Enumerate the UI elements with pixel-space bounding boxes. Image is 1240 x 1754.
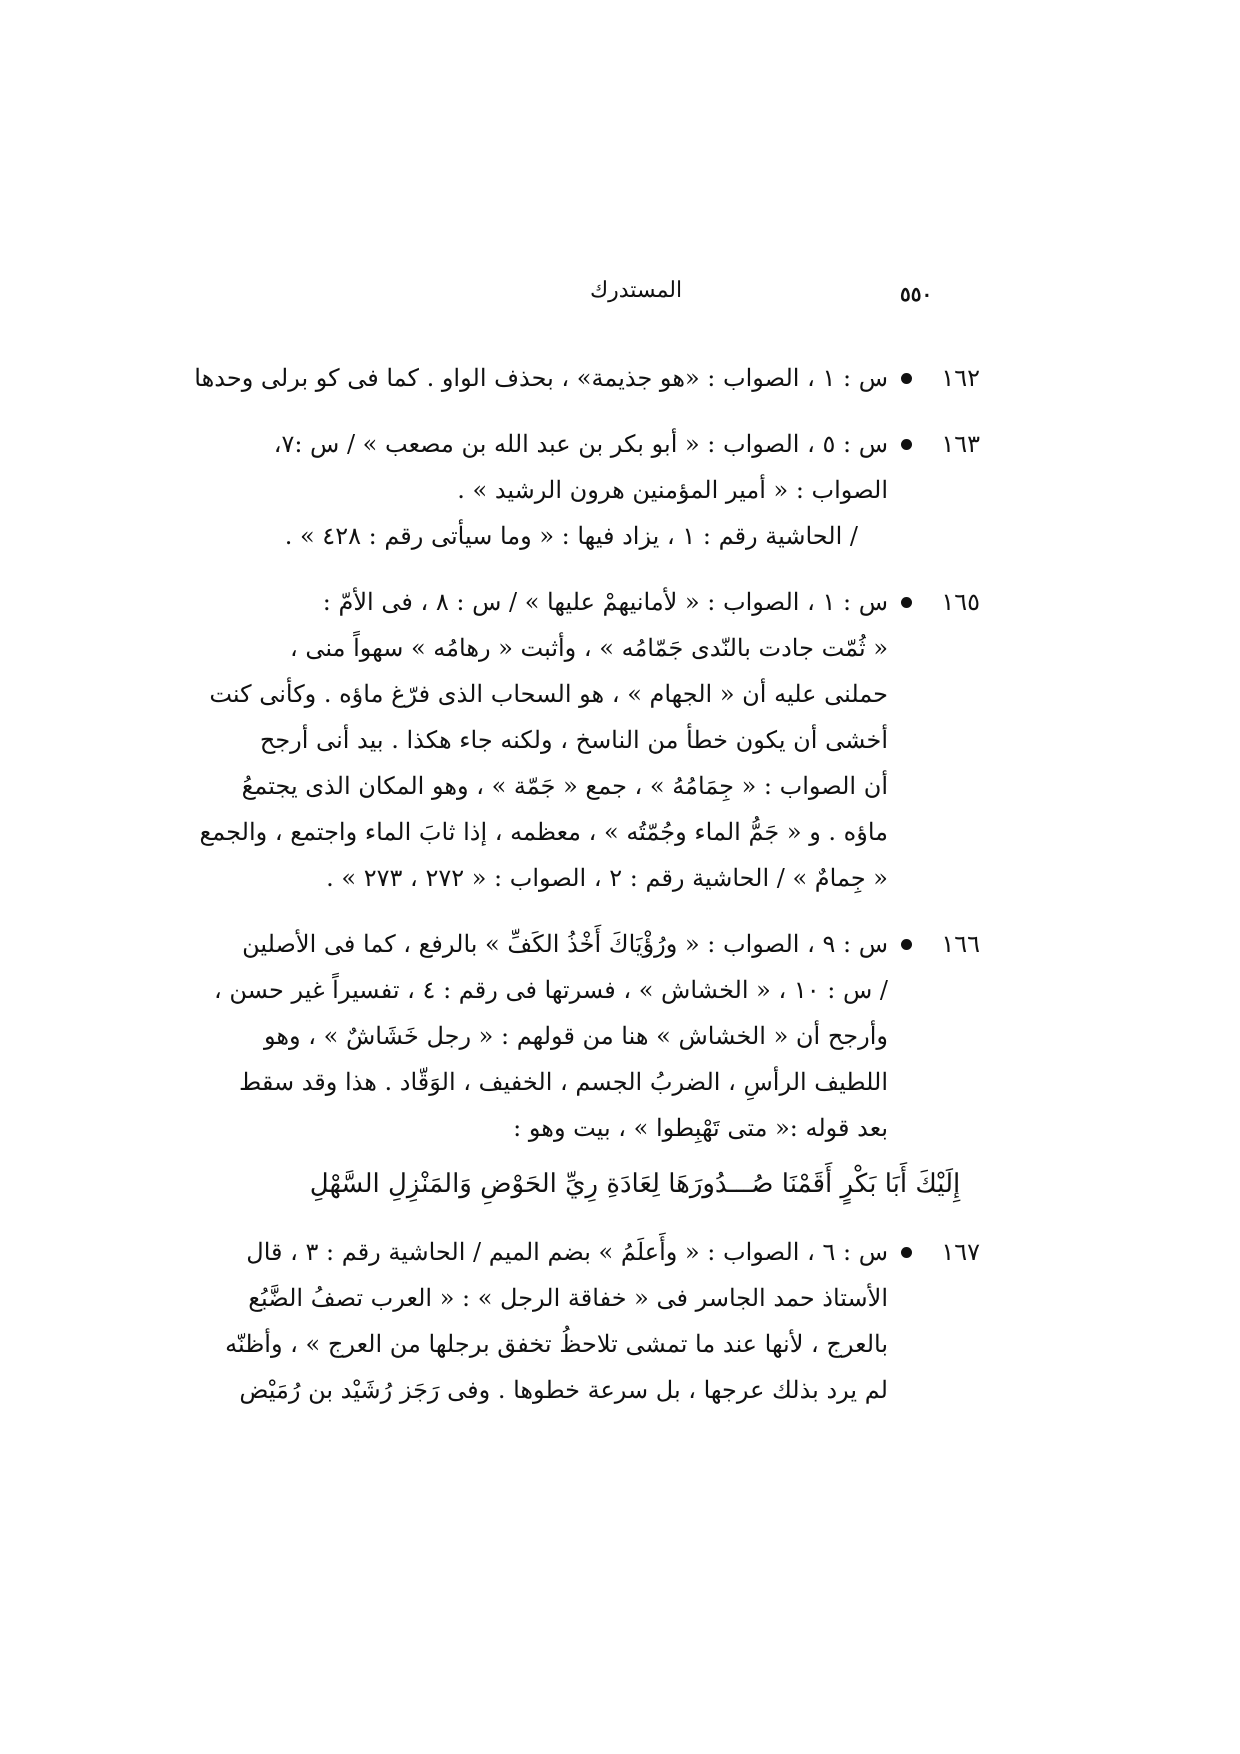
entry-line: بعد قوله :« متى تَهْبِطوا » ، بيت وهو : <box>513 1114 888 1142</box>
entry-line: الصواب : « أمير المؤمنين هرون الرشيد » . <box>457 476 888 504</box>
page-header <box>300 278 980 322</box>
entry-text <box>194 355 888 401</box>
entries-list <box>194 355 980 1433</box>
bullet-icon <box>901 1247 912 1258</box>
entry-line: س : ٦ ، الصواب : « وأَعلَمُ » بضم الميم / الحاشية رقم : ٣ ، قال <box>246 1238 888 1266</box>
entry-line: س : ٥ ، الصواب : « أبو بكر بن عبد الله بن مصعب » / س :٧، <box>273 430 888 458</box>
entry-number: ١٦٣ <box>941 430 980 458</box>
entry-163 <box>273 421 980 559</box>
entry-line: لم يرد بذلك عرجها ، بل سرعة خطوها . وفى رَجَز رُشَيْد بن رُمَيْض <box>239 1376 888 1404</box>
entry-line: / الحاشية رقم : ١ ، يزاد فيها : « وما سيأتى رقم : ٤٢٨ » . <box>284 522 858 550</box>
entry-number: ١٦٧ <box>941 1238 980 1266</box>
bullet-icon <box>901 373 912 384</box>
entry-text <box>199 579 888 901</box>
entry-line: / س : ١٠ ، « الخشاش » ، فسرتها فى رقم : ٤ ، تفسيراً غير حسن ، <box>213 976 888 1004</box>
entry-166 <box>213 921 980 1209</box>
entry-line: « جِمامٌ » / الحاشية رقم : ٢ ، الصواب : « ٢٧٢ ، ٢٧٣ » . <box>326 864 888 892</box>
entry-line: الأستاذ حمد الجاسر فى « خفاقة الرجل » : « العرب تصفُ الضَّبُع <box>248 1284 888 1312</box>
entry-text <box>273 421 888 559</box>
bullet-icon <box>901 439 912 450</box>
entry-text <box>213 921 888 1151</box>
entry-line: بالعرج ، لأنها عند ما تمشى تلاحظُ تخفق برجلها من العرج » ، وأظنّه <box>225 1330 888 1358</box>
entry-text <box>225 1229 888 1413</box>
entry-line: حملنى عليه أن « الجهام » ، هو السحاب الذى فرّغ ماؤه . وكأنى كنت <box>209 680 888 708</box>
entry-line: س : ١ ، الصواب : «هو جذيمة» ، بحذف الواو . كما فى كو برلى وحدها <box>194 364 888 392</box>
page-number: ٥٥٠ <box>900 282 933 306</box>
entry-line: أن الصواب : « جِمَامُهُ » ، جمع « جَمّة » ، وهو المكان الذى يجتمعُ <box>241 772 888 800</box>
entry-line: « ثُمّت جادت بالنّدى جَمّامُه » ، وأثبت « رهامُه » سهواً منى ، <box>290 634 888 662</box>
running-title: المستدرك <box>590 278 683 303</box>
entry-line: ماؤه . و « جَمُّ الماء وجُمّتُه » ، معظمه ، إذا ثابَ الماء واجتمع ، والجمع <box>199 818 888 846</box>
entry-line: اللطيف الرأسِ ، الضربُ الجسم ، الخفيف ، الوَقّاد . هذا وقد سقط <box>239 1068 888 1096</box>
entry-number: ١٦٦ <box>941 930 980 958</box>
entry-line: أخشى أن يكون خطأ من الناسخ ، ولكنه جاء هكذا . بيد أنى أرجح <box>259 726 888 754</box>
entry-number: ١٦٥ <box>941 588 980 616</box>
entry-165 <box>199 579 980 901</box>
poetry-verse: إِلَيْكَ أَبَا بَكْرٍ أَقَمْنَا صُـــدُورَهَا لِعَادَةِ رِيِّ الحَوْضِ وَالمَنْزِلِ السَّهْلِ <box>309 1169 961 1199</box>
entry-number: ١٦٢ <box>941 364 980 392</box>
entry-line: وأرجح أن « الخشاش » هنا من قولهم : « رجل خَشَاشٌ » ، وهو <box>264 1022 888 1050</box>
bullet-icon <box>901 597 912 608</box>
entry-162 <box>194 355 980 401</box>
entry-line: س : ٩ ، الصواب : « ورُؤْيَاكَ أَخْذُ الكَفِّ » بالرفع ، كما فى الأصلين <box>242 930 888 958</box>
bullet-icon <box>901 939 912 950</box>
entry-167 <box>225 1229 980 1413</box>
entry-line: س : ١ ، الصواب : « لأمانيهمْ عليها » / س : ٨ ، فى الأمّ : <box>322 588 888 616</box>
